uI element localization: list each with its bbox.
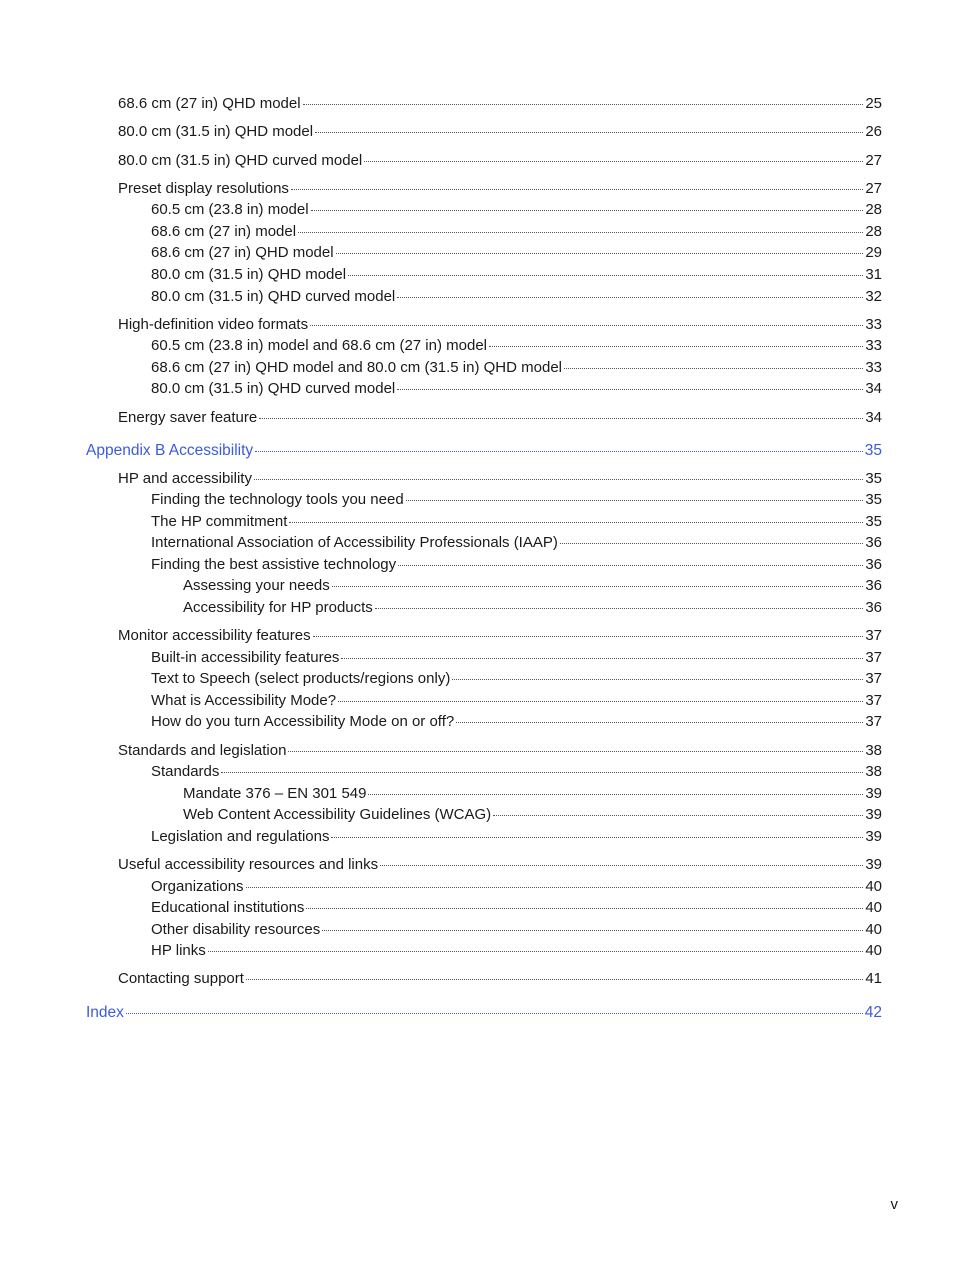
toc-entry-page: 39 — [865, 785, 882, 802]
toc-entry-page: 31 — [865, 266, 882, 283]
toc-entry[interactable] — [151, 763, 882, 781]
toc-entry-page: 41 — [865, 970, 882, 987]
toc-leader-dots — [398, 564, 863, 566]
toc-entry-page: 33 — [865, 359, 882, 376]
toc-leader-dots — [560, 542, 863, 544]
toc-entry[interactable] — [151, 201, 882, 219]
toc-leader-dots — [375, 607, 864, 609]
toc-entry-label: Mandate 376 – EN 301 549 — [183, 785, 367, 802]
toc-entry[interactable] — [183, 806, 882, 824]
toc-entry-label: HP links — [151, 942, 206, 959]
toc-entry[interactable] — [118, 470, 882, 488]
toc-entry-label: Monitor accessibility features — [118, 627, 311, 644]
toc-entry-page: 33 — [865, 337, 882, 354]
toc-entry-page: 27 — [865, 152, 882, 169]
toc-entry[interactable] — [151, 266, 882, 284]
toc-entry-page: 34 — [865, 409, 882, 426]
toc-entry[interactable] — [151, 359, 882, 377]
toc-leader-dots — [380, 864, 863, 866]
toc-leader-dots — [493, 814, 863, 816]
toc-entry-label: Web Content Accessibility Guidelines (WCAG) — [183, 806, 492, 823]
toc-entry-page: 35 — [865, 470, 882, 487]
toc-leader-dots — [313, 635, 864, 637]
toc-entry[interactable] — [118, 856, 882, 874]
toc-entry-page: 26 — [865, 123, 882, 140]
toc-leader-dots — [397, 388, 863, 390]
toc-entry-label: 80.0 cm (31.5 in) QHD curved model — [151, 288, 396, 305]
toc-entry-page: 37 — [865, 692, 882, 709]
toc-entry-page: 32 — [865, 288, 882, 305]
toc-entry[interactable] — [151, 649, 882, 667]
toc-entry-page: 27 — [865, 180, 882, 197]
toc-entry[interactable] — [118, 627, 882, 645]
toc-entry-label: High-definition video formats — [118, 316, 309, 333]
toc-entry-page: 40 — [865, 899, 882, 916]
toc-leader-dots — [221, 771, 863, 773]
toc-entry-label: Finding the technology tools you need — [151, 491, 404, 508]
toc-leader-dots — [291, 188, 863, 190]
toc-entry-label: Contacting support — [118, 970, 244, 987]
toc-entry-label: Preset display resolutions — [118, 180, 289, 197]
toc-leader-dots — [341, 657, 863, 659]
toc-entry[interactable] — [151, 513, 882, 531]
toc-entry[interactable] — [183, 577, 882, 595]
toc-entry[interactable] — [151, 899, 882, 917]
toc-entry-label: 60.5 cm (23.8 in) model and 68.6 cm (27 in) model — [151, 337, 487, 354]
toc-entry-label: Accessibility for HP products — [183, 599, 373, 616]
toc-entry[interactable] — [118, 180, 882, 198]
toc-entry[interactable] — [151, 692, 882, 710]
toc-chapter-entry[interactable] — [86, 1004, 882, 1022]
toc-leader-dots — [208, 950, 864, 952]
toc-entry-label: The HP commitment — [151, 513, 288, 530]
toc-entry[interactable] — [183, 785, 882, 803]
toc-entry-label: 60.5 cm (23.8 in) model — [151, 201, 309, 218]
toc-entry[interactable] — [118, 95, 882, 113]
toc-entry-page: 36 — [865, 556, 882, 573]
toc-entry[interactable] — [118, 742, 882, 760]
toc-leader-dots — [348, 274, 863, 276]
toc-entry[interactable] — [151, 828, 882, 846]
toc-leader-dots — [406, 499, 864, 501]
toc-leader-dots — [311, 209, 864, 211]
toc-entry[interactable] — [151, 534, 882, 552]
toc-entry[interactable] — [151, 223, 882, 241]
toc-entry-label: HP and accessibility — [118, 470, 252, 487]
toc-entry-label: 68.6 cm (27 in) model — [151, 223, 297, 240]
toc-entry-page: 37 — [865, 713, 882, 730]
toc-leader-dots — [564, 367, 863, 369]
toc-entry-label: Built-in accessibility features — [151, 649, 340, 666]
toc-entry-label: 80.0 cm (31.5 in) QHD curved model — [151, 380, 396, 397]
toc-entry[interactable] — [151, 380, 882, 398]
toc-leader-dots — [259, 417, 863, 419]
toc-entry-page: 39 — [865, 828, 882, 845]
toc-entry-label: Standards and legislation — [118, 742, 287, 759]
toc-entry-label: Standards — [151, 763, 220, 780]
toc-entry-label: Other disability resources — [151, 921, 321, 938]
toc-entry-label: 68.6 cm (27 in) QHD model — [151, 244, 334, 261]
toc-entry[interactable] — [151, 288, 882, 306]
toc-entry-page: 39 — [865, 806, 882, 823]
toc-leader-dots — [288, 750, 863, 752]
toc-entry[interactable] — [151, 491, 882, 509]
toc-entry-label: Legislation and regulations — [151, 828, 330, 845]
toc-leader-dots — [338, 700, 863, 702]
toc-entry-label: 68.6 cm (27 in) QHD model — [118, 95, 301, 112]
toc-entry[interactable] — [118, 152, 882, 170]
toc-entry-label: Assessing your needs — [183, 577, 330, 594]
toc-entry-page: 37 — [865, 627, 882, 644]
toc-leader-dots — [368, 793, 863, 795]
toc-entry[interactable] — [183, 599, 882, 617]
toc-entry[interactable] — [151, 878, 882, 896]
toc-entry-page: 35 — [864, 442, 882, 459]
toc-entry-page: 33 — [865, 316, 882, 333]
toc-entry-page: 38 — [865, 742, 882, 759]
toc-entry-page: 42 — [864, 1004, 882, 1021]
toc-entry-label: Educational institutions — [151, 899, 305, 916]
toc-leader-dots — [332, 585, 864, 587]
toc-entry-label: Appendix B Accessibility — [86, 442, 254, 459]
toc-entry-label: 68.6 cm (27 in) QHD model and 80.0 cm (31.5 in) QHD model — [151, 359, 562, 376]
toc-entry-page: 35 — [865, 491, 882, 508]
toc-entry[interactable] — [118, 970, 882, 988]
toc-leader-dots — [306, 907, 863, 909]
toc-entry-page: 37 — [865, 670, 882, 687]
toc-entry-label: Index — [86, 1004, 124, 1021]
toc-entry[interactable] — [151, 670, 882, 688]
toc-leader-dots — [456, 721, 863, 723]
toc-leader-dots — [303, 103, 864, 105]
toc-entry-page: 39 — [865, 856, 882, 873]
toc-entry-page: 35 — [865, 513, 882, 530]
toc-entry-label: What is Accessibility Mode? — [151, 692, 337, 709]
toc-entry-page: 38 — [865, 763, 882, 780]
toc-entry-page: 29 — [865, 244, 882, 261]
toc-leader-dots — [331, 836, 863, 838]
toc-entry[interactable] — [151, 556, 882, 574]
toc-leader-dots — [397, 296, 863, 298]
toc-entry[interactable] — [151, 942, 882, 960]
toc-entry-page: 36 — [865, 599, 882, 616]
toc-leader-dots — [126, 1012, 863, 1014]
toc-entry[interactable] — [151, 244, 882, 262]
page-number: v — [890, 1196, 898, 1213]
toc-leader-dots — [322, 929, 863, 931]
toc-leader-dots — [254, 478, 863, 480]
toc-entry-page: 40 — [865, 878, 882, 895]
toc-leader-dots — [315, 131, 863, 133]
toc-leader-dots — [289, 521, 863, 523]
toc-entry-label: 80.0 cm (31.5 in) QHD model — [118, 123, 314, 140]
toc-entry-label: Finding the best assistive technology — [151, 556, 397, 573]
toc-leader-dots — [489, 345, 863, 347]
toc-leader-dots — [336, 252, 864, 254]
toc-chapter-entry[interactable] — [86, 442, 882, 460]
toc-entry-page: 28 — [865, 223, 882, 240]
toc-entry-page: 40 — [865, 942, 882, 959]
toc-entry-page: 36 — [865, 534, 882, 551]
toc-entry[interactable] — [118, 123, 882, 141]
toc-entry-label: Useful accessibility resources and links — [118, 856, 379, 873]
toc-leader-dots — [364, 160, 863, 162]
toc-entry-label: How do you turn Accessibility Mode on or off? — [151, 713, 455, 730]
toc-entry-page: 37 — [865, 649, 882, 666]
toc-entry-label: Text to Speech (select products/regions only) — [151, 670, 451, 687]
toc-entry[interactable] — [151, 337, 882, 355]
toc-entry-label: Organizations — [151, 878, 244, 895]
toc-entry-label: International Association of Accessibility Professionals (IAAP) — [151, 534, 558, 551]
toc-leader-dots — [246, 978, 863, 980]
toc-entry-page: 25 — [865, 95, 882, 112]
toc-entry[interactable] — [118, 316, 882, 334]
toc-leader-dots — [310, 324, 863, 326]
toc-entry[interactable] — [151, 713, 882, 731]
toc-entry-label: Energy saver feature — [118, 409, 258, 426]
toc-leader-dots — [452, 678, 863, 680]
toc-entry[interactable] — [118, 409, 882, 427]
toc-leader-dots — [246, 886, 864, 888]
toc-entry-label: 80.0 cm (31.5 in) QHD curved model — [118, 152, 363, 169]
toc-entry-label: 80.0 cm (31.5 in) QHD model — [151, 266, 347, 283]
toc-leader-dots — [255, 450, 863, 452]
toc-leader-dots — [298, 231, 863, 233]
toc-entry[interactable] — [151, 921, 882, 939]
toc-entry-page: 36 — [865, 577, 882, 594]
toc-entry-page: 28 — [865, 201, 882, 218]
toc-entry-page: 34 — [865, 380, 882, 397]
toc-entry-page: 40 — [865, 921, 882, 938]
